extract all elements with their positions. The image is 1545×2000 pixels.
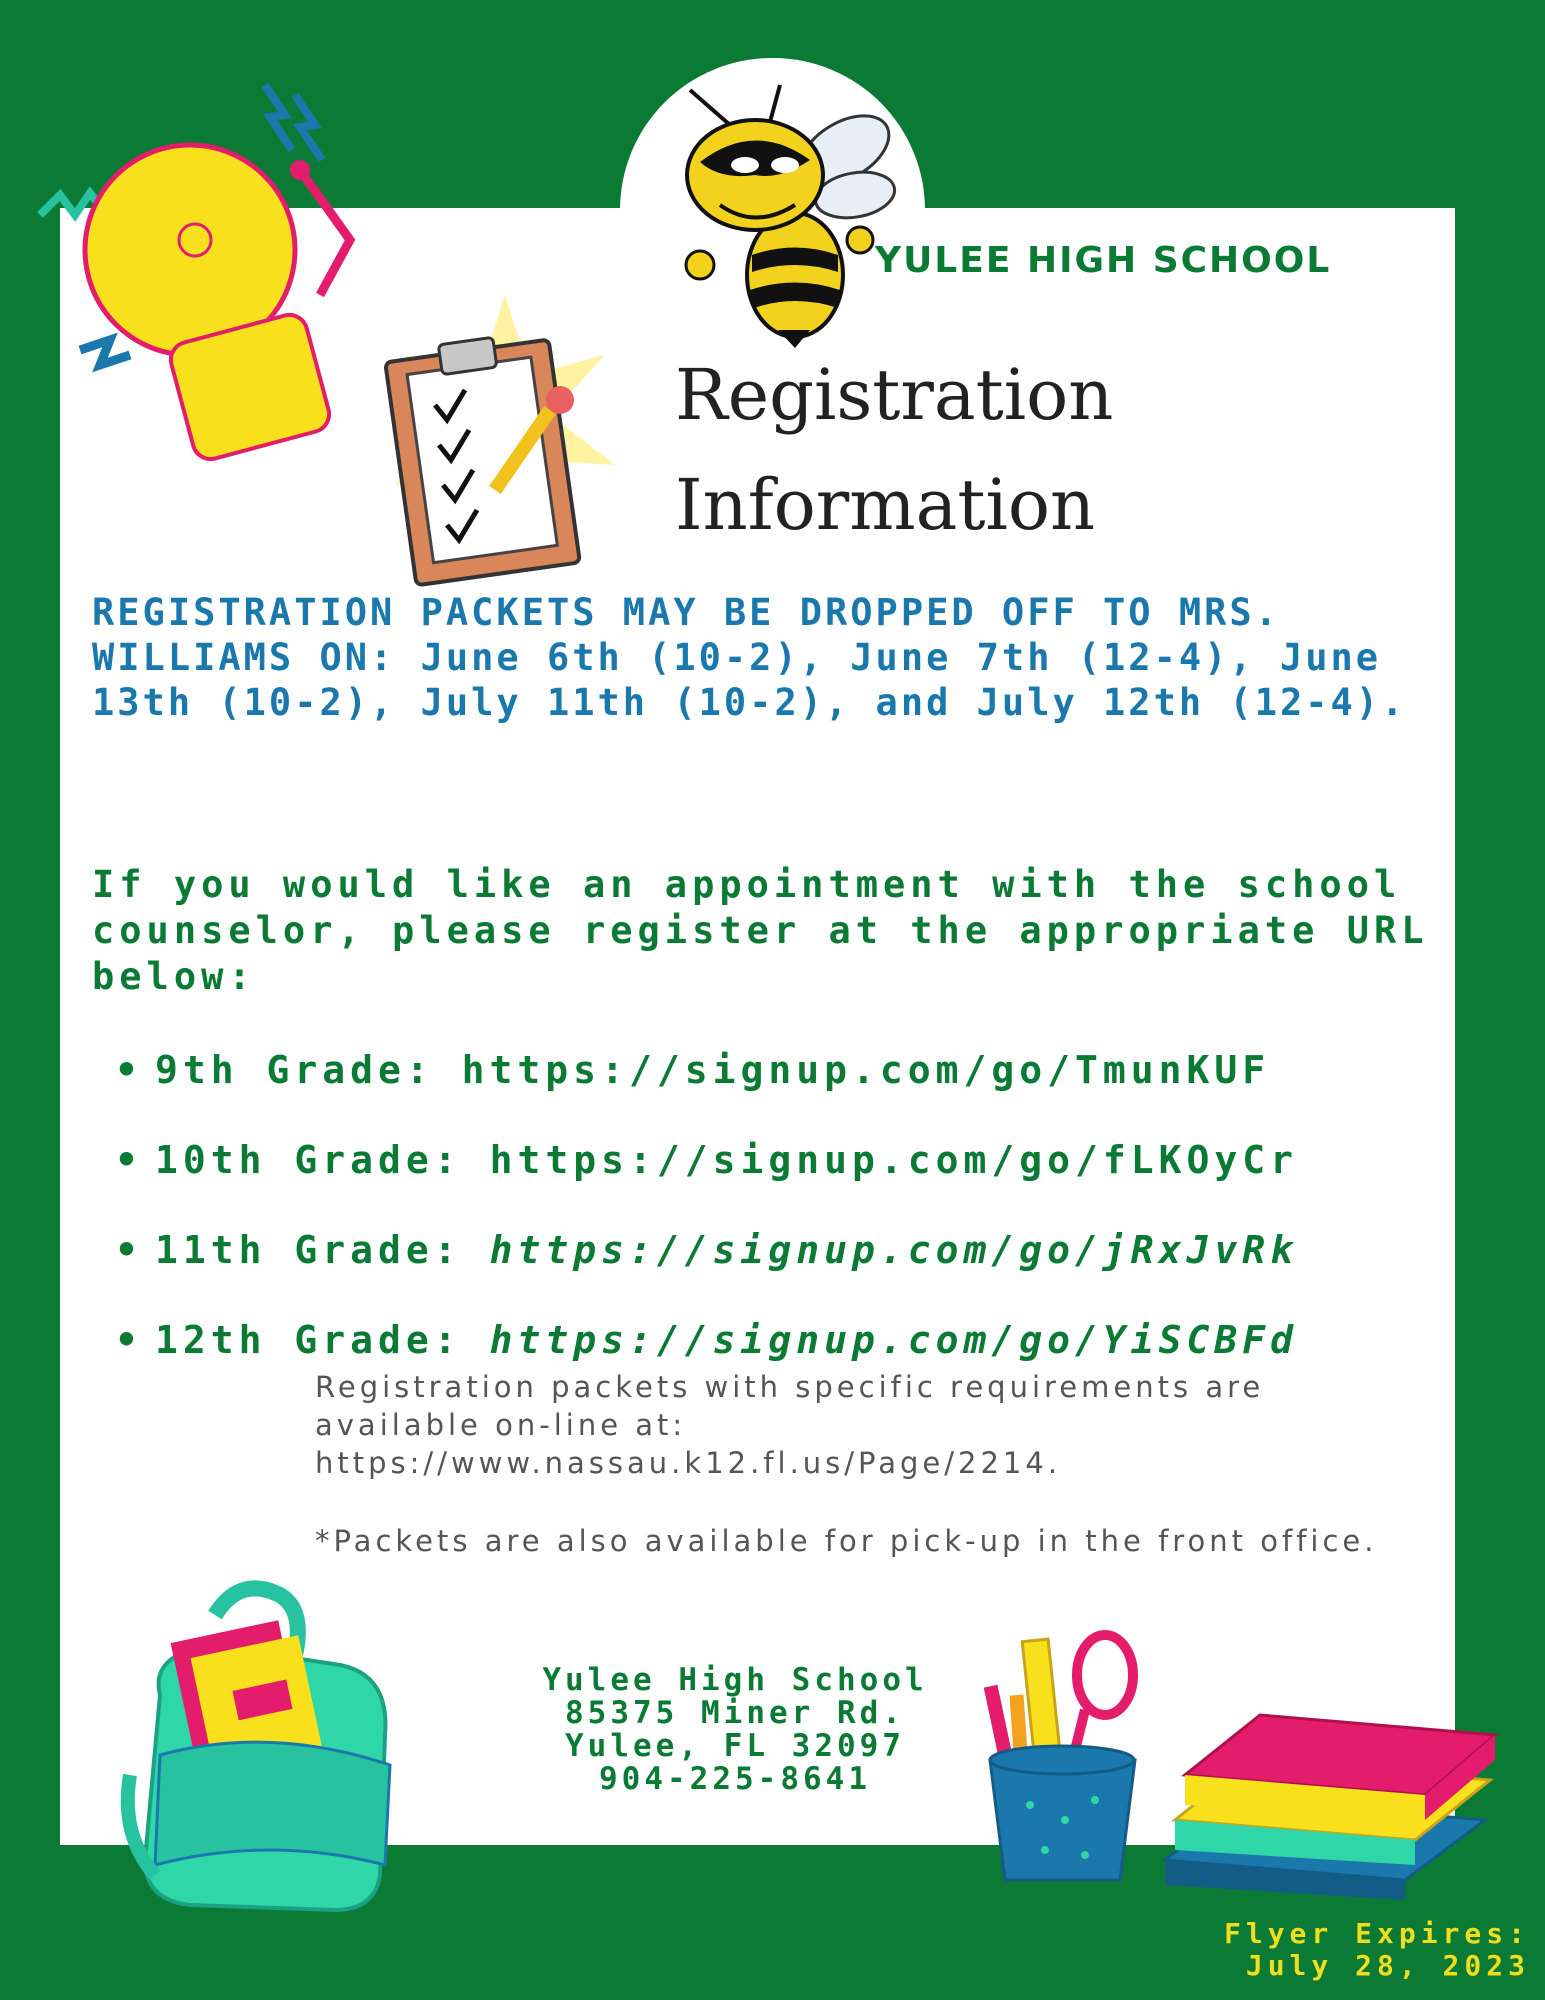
grade-item-11	[115, 1220, 1395, 1310]
school-name-heading: YULEE HIGH SCHOOL	[875, 240, 1332, 281]
pickup-note: *Packets are also available for pick-up in the front office.	[315, 1524, 1378, 1558]
signup-link-11[interactable]: https://signup.com/go/jRxJvRk	[489, 1228, 1299, 1272]
address-phone: 904-225-8641	[599, 1761, 871, 1797]
grade-label: 11th Grade:	[155, 1228, 462, 1272]
title-line-1: Registration	[675, 354, 1114, 436]
grade-label: 9th Grade:	[155, 1048, 434, 1092]
flyer-expiry	[1195, 1918, 1530, 1982]
expiry-date: July 28, 2023	[1245, 1949, 1530, 1982]
packets-online-note: Registration packets with specific requirements are available on-line at: https://www.nassau.k12.fl.us/Page/2214.	[315, 1370, 1265, 1480]
alarm-bell-icon	[30, 65, 360, 465]
address-city: Yulee, FL 32097	[565, 1728, 905, 1764]
bullet-icon: •	[115, 1228, 143, 1272]
backpack-icon	[120, 1575, 420, 1920]
clipboard-checklist-icon	[365, 295, 675, 595]
signup-link-12[interactable]: https://signup.com/go/YiSCBFd	[489, 1318, 1299, 1362]
address-street: 85375 Miner Rd.	[565, 1695, 905, 1731]
grade-item-9	[115, 1040, 1395, 1130]
registration-title	[675, 340, 1113, 560]
grade-item-10	[115, 1130, 1395, 1220]
appointment-notice: If you would like an appointment with the school counselor, please register at the appropriate URL below:	[92, 863, 1429, 998]
book-stack-icon	[1145, 1680, 1500, 1905]
grade-label: 10th Grade:	[155, 1138, 462, 1182]
address-school-name: Yulee High School	[542, 1662, 928, 1698]
school-address	[520, 1664, 950, 1796]
bullet-icon: •	[115, 1138, 143, 1182]
expiry-label: Flyer Expires:	[1223, 1917, 1530, 1950]
bullet-icon: •	[115, 1048, 143, 1092]
signup-link-10[interactable]: https://signup.com/go/fLKOyCr	[489, 1138, 1299, 1182]
hornet-mascot-icon	[660, 80, 900, 350]
dropoff-notice: REGISTRATION PACKETS MAY BE DROPPED OFF TO MRS. WILLIAMS ON: June 6th (10-2), June 7th (12-4), June 13th (10-2), July 11th (10-2), and July 12th (12-4).	[92, 591, 1407, 724]
title-line-2: Information	[675, 464, 1096, 546]
pencil-cup-icon	[975, 1630, 1150, 1885]
signup-link-9[interactable]: https://signup.com/go/TmunKUF	[461, 1048, 1271, 1092]
bullet-icon: •	[115, 1318, 143, 1362]
grade-signup-list	[115, 1040, 1395, 1400]
grade-label: 12th Grade:	[155, 1318, 462, 1362]
